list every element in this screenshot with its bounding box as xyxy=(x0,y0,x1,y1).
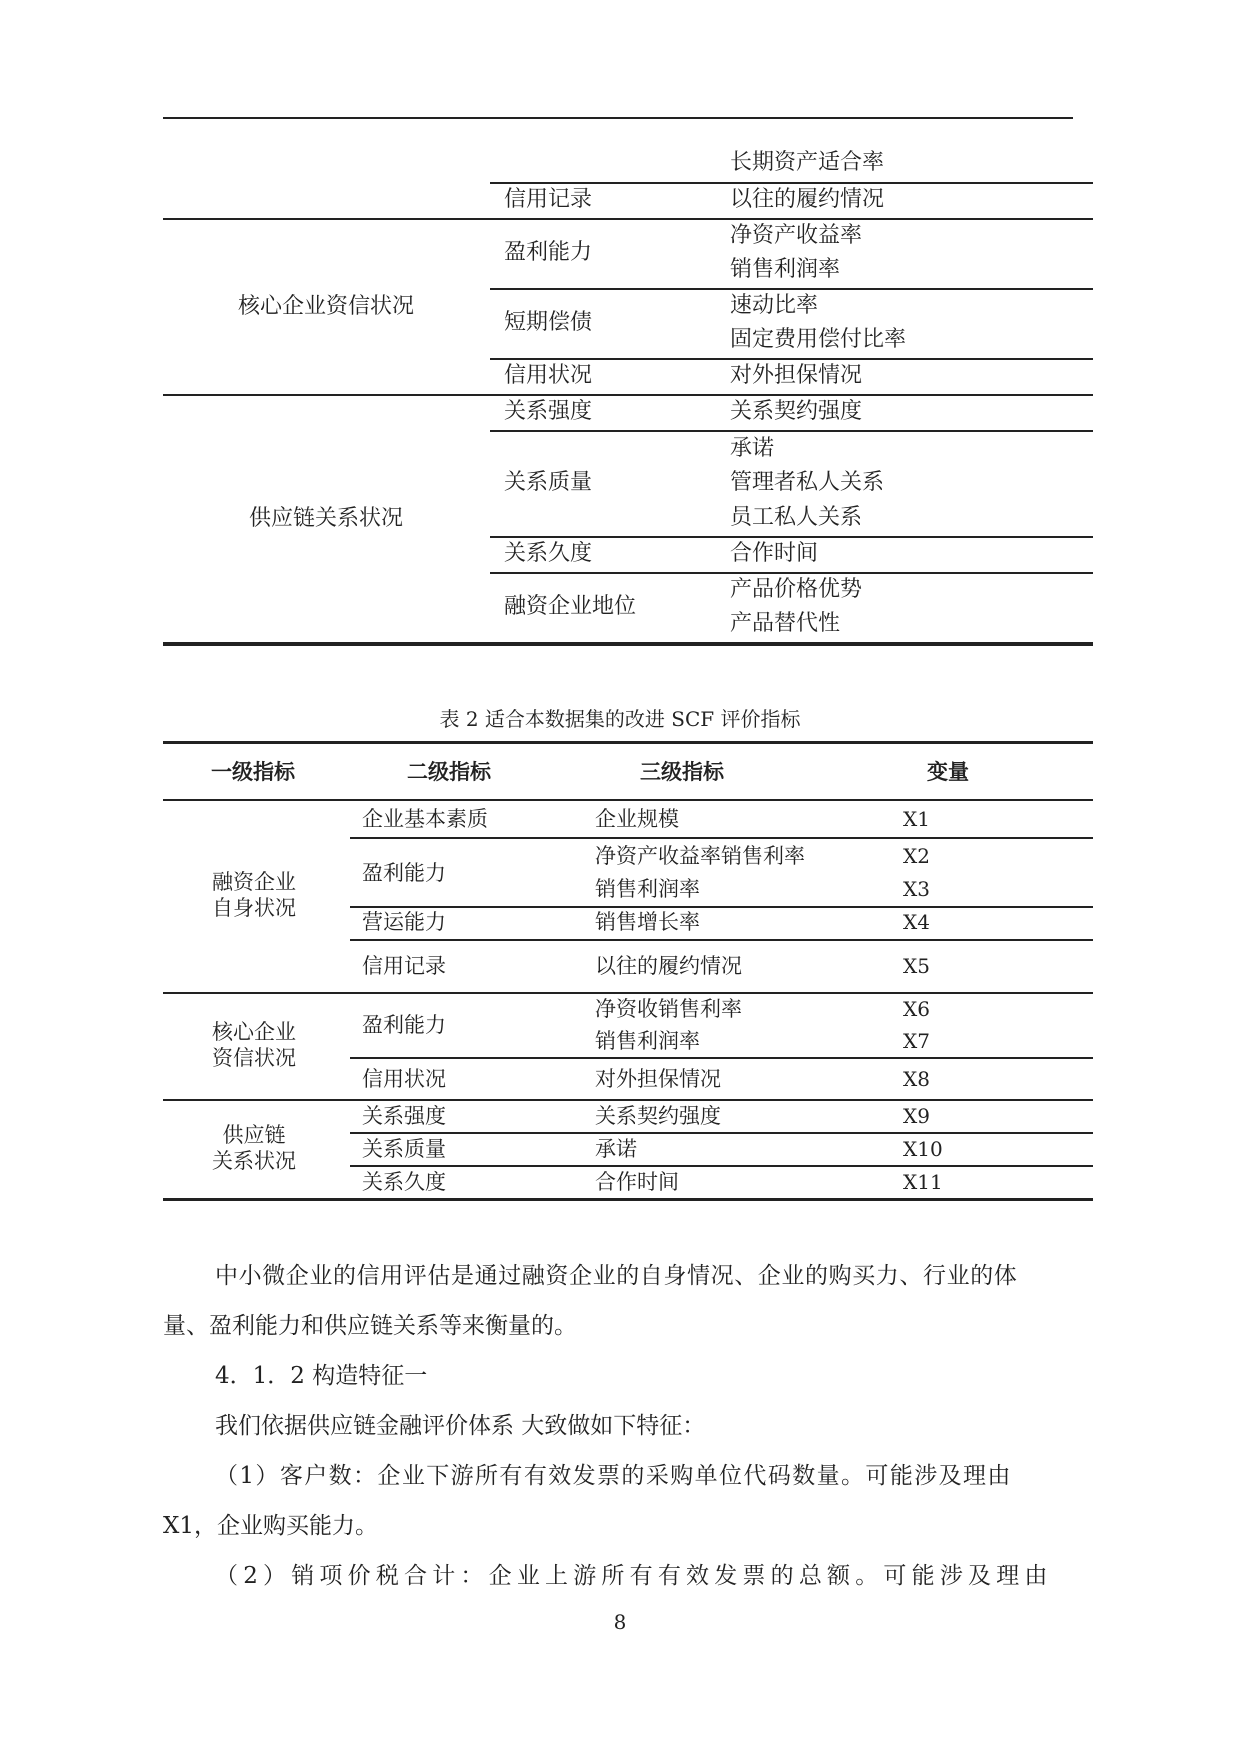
level3-cell: 对外担保情况 xyxy=(595,1067,721,1091)
level2-cell: 关系质量 xyxy=(362,1137,446,1161)
table-cell: 核心企业资信状况 xyxy=(238,294,415,319)
table-bottom-rule xyxy=(163,1198,1093,1201)
paragraph-line: 中小微企业的信用评估是通过融资企业的自身情况、企业的购买力、行业的体 xyxy=(215,1263,1018,1289)
variable-cell: X9 xyxy=(903,1104,930,1128)
table-row-rule xyxy=(490,288,1093,290)
table-cell: 长期资产适合率 xyxy=(730,150,885,175)
table-cell: 关系契约强度 xyxy=(730,399,863,424)
level2-cell: 关系久度 xyxy=(362,1170,446,1194)
level3-cell: 销售利润率 xyxy=(595,877,700,901)
table-cell: 融资企业地位 xyxy=(504,594,637,619)
level3-cell: 承诺 xyxy=(595,1137,637,1161)
table-cell: 关系强度 xyxy=(504,399,593,424)
table-row-rule xyxy=(350,837,1093,839)
table-cell: 以往的履约情况 xyxy=(730,187,885,212)
variable-cell: X2 xyxy=(903,844,930,868)
header-rule xyxy=(163,117,1073,119)
level1-label: 融资企业 自身状况 xyxy=(212,870,296,920)
column-header: 三级指标 xyxy=(640,760,724,784)
table-row-rule xyxy=(490,430,1093,432)
table-row-rule xyxy=(350,1057,1093,1059)
table-cell: 员工私人关系 xyxy=(730,505,863,530)
level2-cell: 盈利能力 xyxy=(362,861,446,885)
paragraph-line: 我们依据供应链金融评价体系 大致做如下特征： xyxy=(215,1413,706,1439)
variable-cell: X4 xyxy=(903,910,930,934)
table-row-rule xyxy=(163,218,1093,220)
table-row-rule xyxy=(350,939,1093,941)
variable-cell: X1 xyxy=(903,807,930,831)
table-header-rule xyxy=(163,799,1093,801)
column-header: 一级指标 xyxy=(211,760,295,784)
level2-cell: 关系强度 xyxy=(362,1104,446,1128)
table-row-rule xyxy=(490,536,1093,538)
page-number: 8 xyxy=(613,1610,627,1634)
table-cell: 关系质量 xyxy=(504,470,593,495)
variable-cell: X6 xyxy=(903,997,930,1021)
variable-cell: X11 xyxy=(903,1170,943,1194)
level1-label: 核心企业 资信状况 xyxy=(212,1020,296,1070)
level3-cell: 净资收销售利率 xyxy=(595,997,742,1021)
table-row-rule xyxy=(490,572,1093,574)
section-heading: 4．1．2 构造特征一 xyxy=(215,1363,428,1389)
level3-cell: 销售增长率 xyxy=(595,910,700,934)
table-row-rule xyxy=(350,1132,1093,1134)
table-cell: 短期偿债 xyxy=(504,310,593,335)
level2-cell: 营运能力 xyxy=(362,910,446,934)
table-cell: 固定费用偿付比率 xyxy=(730,327,907,352)
level3-cell: 以往的履约情况 xyxy=(595,954,742,978)
table-cell: 销售利润率 xyxy=(730,257,841,282)
table-cell: 供应链关系状况 xyxy=(249,506,404,531)
table-row-rule xyxy=(350,1165,1093,1167)
table-cell: 信用记录 xyxy=(504,187,593,212)
table-top-rule xyxy=(163,741,1093,744)
variable-cell: X3 xyxy=(903,877,930,901)
table-row-rule xyxy=(163,1099,1093,1101)
table-row-rule xyxy=(163,992,1093,994)
paragraph-line: X1，企业购买能力。 xyxy=(163,1513,379,1539)
variable-cell: X8 xyxy=(903,1067,930,1091)
table-caption: 表 2 适合本数据集的改进 SCF 评价指标 xyxy=(439,707,801,731)
level3-cell: 合作时间 xyxy=(595,1170,679,1194)
table-cell: 信用状况 xyxy=(504,363,593,388)
table-cell: 产品价格优势 xyxy=(730,577,863,602)
table-cell: 关系久度 xyxy=(504,541,593,566)
table-row-rule xyxy=(350,906,1093,908)
table-cell: 合作时间 xyxy=(730,541,819,566)
level2-cell: 企业基本素质 xyxy=(362,807,488,831)
table-cell: 速动比率 xyxy=(730,293,819,318)
table-cell: 盈利能力 xyxy=(504,240,593,265)
variable-cell: X5 xyxy=(903,954,930,978)
table-cell: 对外担保情况 xyxy=(730,363,863,388)
table-row-rule xyxy=(163,394,1093,396)
level2-cell: 盈利能力 xyxy=(362,1013,446,1037)
level2-cell: 信用状况 xyxy=(362,1067,446,1091)
level3-cell: 关系契约强度 xyxy=(595,1104,721,1128)
paragraph-line: 量、盈利能力和供应链关系等来衡量的。 xyxy=(163,1313,577,1339)
column-header: 变量 xyxy=(927,760,969,784)
variable-cell: X10 xyxy=(903,1137,943,1161)
level3-cell: 企业规模 xyxy=(595,807,679,831)
table-bottom-rule xyxy=(163,642,1093,646)
table-cell: 产品替代性 xyxy=(730,611,841,636)
table-cell: 管理者私人关系 xyxy=(730,470,885,495)
table-row-rule xyxy=(490,358,1093,360)
table-cell: 承诺 xyxy=(730,436,775,461)
column-header: 二级指标 xyxy=(407,760,491,784)
level3-cell: 销售利润率 xyxy=(595,1029,700,1053)
table-row-rule xyxy=(490,182,1093,184)
variable-cell: X7 xyxy=(903,1029,930,1053)
table-cell: 净资产收益率 xyxy=(730,223,863,248)
paragraph-line: （1）客户数：企业下游所有有效发票的采购单位代码数量。可能涉及理由 xyxy=(215,1463,1012,1489)
level2-cell: 信用记录 xyxy=(362,954,446,978)
paragraph-line: （2）销项价税合计：企业上游所有有效发票的总额。可能涉及理由 xyxy=(215,1563,1053,1589)
level1-label: 供应链 关系状况 xyxy=(212,1123,296,1173)
level3-cell: 净资产收益率销售利率 xyxy=(595,844,805,868)
